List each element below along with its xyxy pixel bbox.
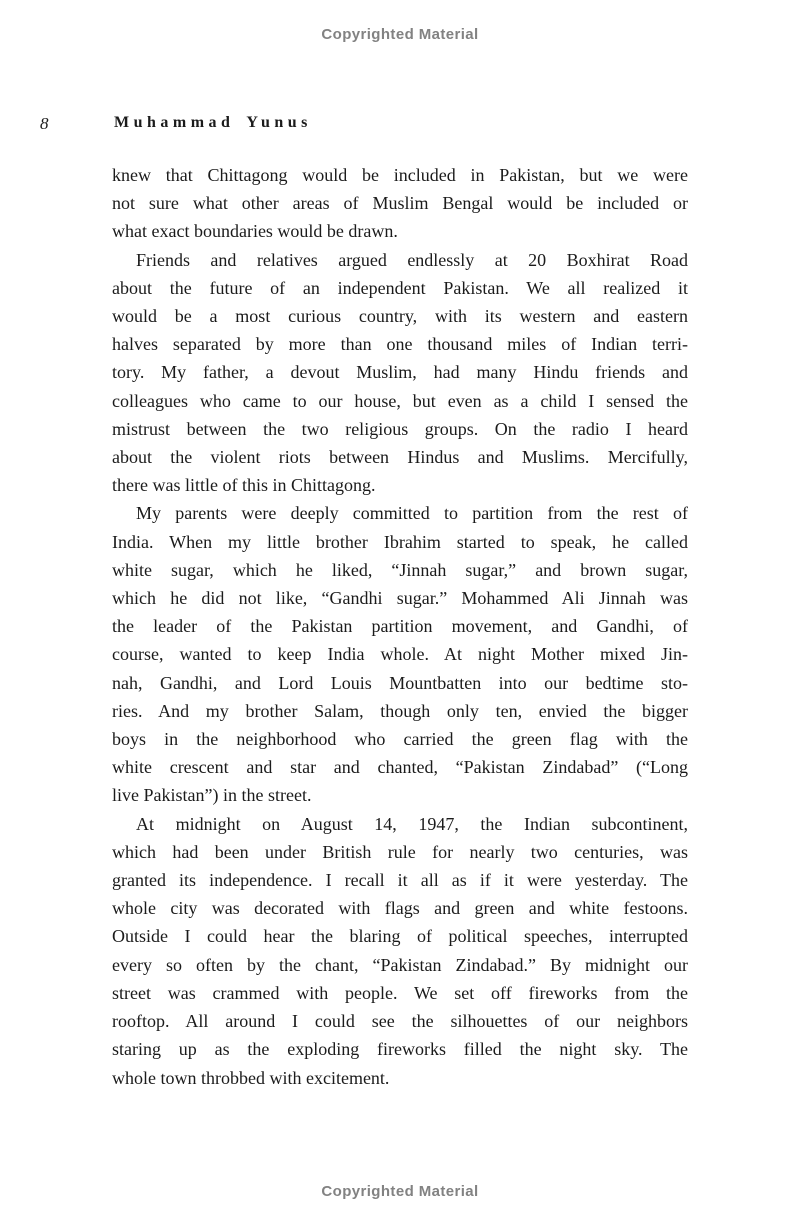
- text-line: halves separated by more than one thousand miles of Indian terri-: [112, 334, 688, 355]
- paragraph: [112, 810, 688, 1092]
- text-line: which he did not like, “Gandhi sugar.” Mohammed Ali Jinnah was: [112, 588, 688, 609]
- text-line: My parents were deeply committed to partition from the rest of: [136, 503, 688, 524]
- text-line: tory. My father, a devout Muslim, had many Hindu friends and: [112, 362, 688, 383]
- text-line: nah, Gandhi, and Lord Louis Mountbatten into our bedtime sto-: [112, 672, 688, 693]
- text-line: knew that Chittagong would be included in Pakistan, but we were: [112, 165, 688, 185]
- text-line: about the violent riots between Hindus and Muslims. Mercifully,: [112, 447, 688, 468]
- text-line: which had been under British rule for nearly two centuries, was: [112, 841, 688, 862]
- text-line: about the future of an independent Pakistan. We all realized it: [112, 277, 688, 298]
- text-line: Outside I could hear the blaring of political speeches, interrupted: [112, 926, 688, 947]
- text-line: white crescent and star and chanted, “Pakistan Zindabad” (“Long: [112, 757, 688, 778]
- text-line: colleagues who came to our house, but even as a child I sensed the: [112, 390, 688, 411]
- running-title: Muhammad Yunus: [114, 114, 312, 131]
- copyright-notice-top: Copyrighted Material: [321, 26, 479, 43]
- text-line: mistrust between the two religious groups. On the radio I heard: [112, 418, 688, 439]
- text-line: the leader of the Pakistan partition movement, and Gandhi, of: [112, 616, 688, 637]
- text-line: whole city was decorated with flags and green and white festoons.: [112, 898, 688, 919]
- text-line: would be a most curious country, with its western and eastern: [112, 306, 688, 327]
- text-line: there was little of this in Chittagong.: [112, 475, 376, 496]
- page-number: 8: [40, 114, 49, 133]
- copyright-notice-bottom: Copyrighted Material: [321, 1183, 479, 1200]
- page-body: [112, 161, 688, 1092]
- page-header: [0, 112, 800, 138]
- text-line: staring up as the exploding fireworks filled the night sky. The: [112, 1039, 688, 1060]
- text-line: street was crammed with people. We set off fireworks from the: [112, 982, 688, 1003]
- text-line: live Pakistan”) in the street.: [112, 785, 312, 806]
- text-line: Friends and relatives argued endlessly at 20 Boxhirat Road: [136, 249, 688, 270]
- text-line: white sugar, which he liked, “Jinnah sugar,” and brown sugar,: [112, 559, 688, 580]
- paragraph: [112, 246, 688, 500]
- text-line: granted its independence. I recall it all as if it were yesterday. The: [112, 870, 688, 891]
- text-line: At midnight on August 14, 1947, the Indian subcontinent,: [136, 813, 688, 834]
- text-line: India. When my little brother Ibrahim started to speak, he called: [112, 531, 688, 552]
- text-line: whole town throbbed with excitement.: [112, 1067, 390, 1088]
- text-line: what exact boundaries would be drawn.: [112, 221, 398, 242]
- text-line: course, wanted to keep India whole. At night Mother mixed Jin-: [112, 644, 688, 665]
- text-line: boys in the neighborhood who carried the green flag with the: [112, 729, 688, 750]
- paragraph: [112, 499, 688, 809]
- text-line: rooftop. All around I could see the silhouettes of our neighbors: [112, 1011, 688, 1032]
- text-line: every so often by the chant, “Pakistan Zindabad.” By midnight our: [112, 954, 688, 975]
- text-line: ries. And my brother Salam, though only ten, envied the bigger: [112, 700, 688, 721]
- paragraph: [112, 161, 688, 246]
- text-line: not sure what other areas of Muslim Bengal would be included or: [112, 193, 688, 214]
